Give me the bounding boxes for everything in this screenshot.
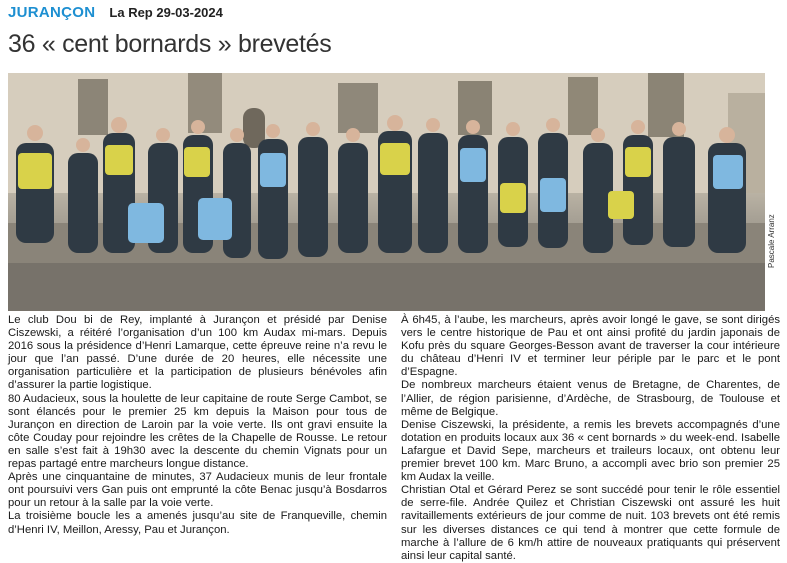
article-column-left: [8, 314, 387, 563]
article-column-right: [401, 314, 780, 563]
dateline: La Rep 29-03-2024: [109, 5, 223, 20]
article-body: [8, 314, 780, 563]
group-photo: [8, 73, 765, 311]
group-photo-illustration: [8, 73, 765, 311]
paragraph: Denise Ciszewski, la présidente, a remis les brevets accompagnés d’une dotation en produits locaux aux 36 « cent bornards » du week-end. Isabelle Lafargue et David Sepe, marcheurs et traileurs locaux, ont obtenu leur premier brevet 100 km. Marc Bruno, a accompli avec brio son premier 25 km Audax la veille.: [401, 418, 780, 484]
page-header: [8, 4, 223, 24]
paragraph: La troisième boucle les a amenés jusqu’au site de Franqueville, chemin d’Henri IV, Meillon, Aressy, Pau et Jurançon.: [8, 510, 387, 536]
paragraph: À 6h45, à l’aube, les marcheurs, après avoir longé le gave, se sont dirigés vers le centre historique de Pau et ont ainsi profité du jardin japonais de Kofu près du square Georges-Besson avant de traverser la cour intérieure du château d’Henri IV et terminer leur périple par le parc et le pont d’Espagne.: [401, 314, 780, 379]
section-city: JURANÇON: [8, 4, 96, 21]
article-title: 36 « cent bornards » brevetés: [8, 30, 332, 58]
paragraph: De nombreux marcheurs étaient venus de Bretagne, de Charentes, de l’Allier, de région parisienne, d’Ardèche, de Strasbourg, de Toulouse et même de Belgique.: [401, 379, 780, 418]
photo-credit: Pascale Arranz: [767, 214, 776, 268]
paragraph: Le club Dou bi de Rey, implanté à Jurançon et présidé par Denise Ciszewski, a réitéré l’organisation d’un 100 km Audax mi-mars. Depuis 2016 sous la présidence d’Henri Lamarque, cette épreuve reine n’a revu le jour que l’an passé. D’une durée de 20 heures, elle nécessite une organisation particulière et la participation de plusieurs bénévoles afin d’assurer la partie logistique.: [8, 314, 387, 392]
paragraph: Après une cinquantaine de minutes, 37 Audacieux munis de leur frontale ont poursuivi vers Gan puis ont emprunté la côte Benac jusqu’à Bosdarros pour un retour à la salle par la voie verte.: [8, 471, 387, 510]
paragraph: Christian Otal et Gérard Perez se sont succédé pour tenir le rôle essentiel de serre-file. Andrée Quilez et Christian Ciszewski ont assuré les huit ravitaillements extérieurs de jour comme de nuit. 103 brevets ont été remis sur les diverses distances ce qui tend à montrer que cette formule de marche à l’allure de 6 km/h attire de nouveaux pratiquants qui préservent ainsi leur capital santé.: [401, 484, 780, 562]
paragraph: 80 Audacieux, sous la houlette de leur capitaine de route Serge Cambot, se sont élancés pour le premier 25 km depuis la Maison pour tous de Jurançon en direction de Laroin par la voie verte. Ils ont gravi ensuite la côte Couday pour rejoindre les crêtes de la Chapelle de Rousse. Le retour en salle s’est fait à 19h30 avec la descente du chemin Vignats pour un repas partagé entre marcheurs longue distance.: [8, 392, 387, 471]
